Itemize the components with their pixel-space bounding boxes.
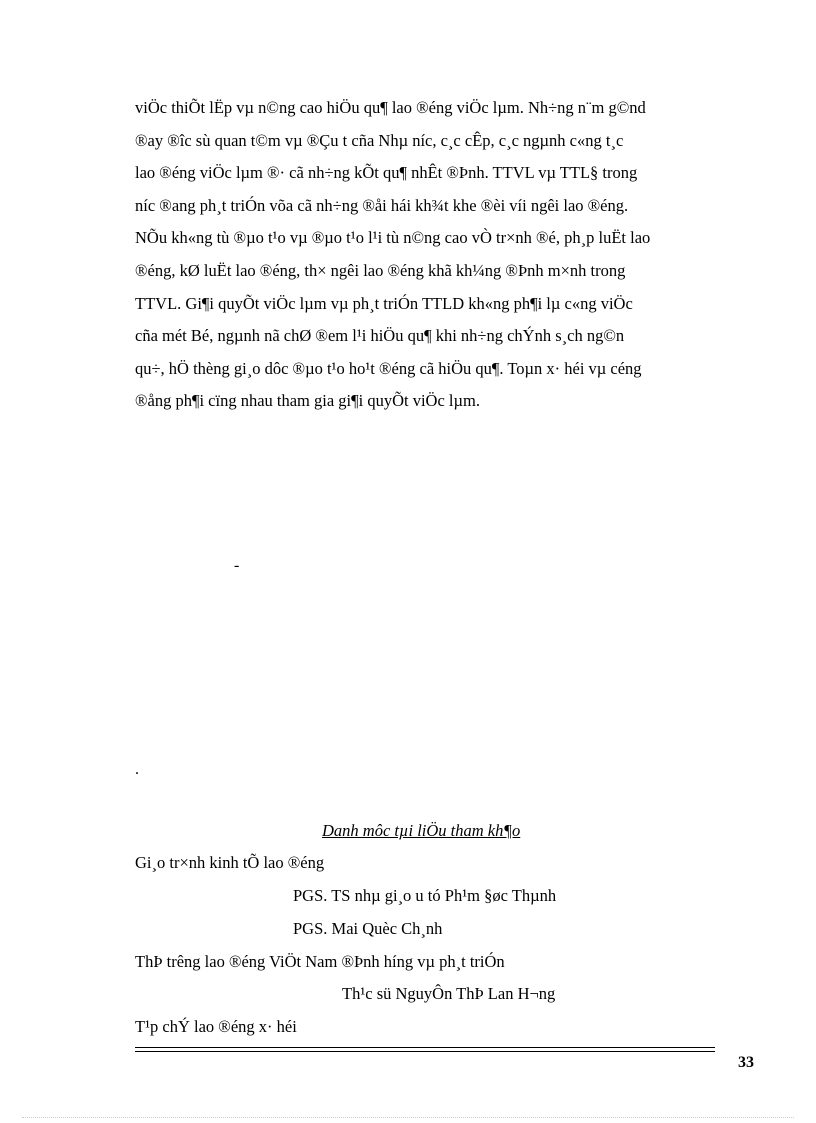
paragraph-line: níc ®ang ph¸t triÓn võa cã nh÷ng ®åi hái kh¾t khe ®èi víi ngêi lao ®éng. [135,195,629,215]
page-bottom-divider [22,1117,794,1118]
paragraph-line: viÖc thiÕt lËp vµ n©ng cao hiÖu qu¶ lao ®éng viÖc lµm. Nh÷ng n¨m g©nd [135,98,646,117]
paragraph-line: cña mét Bé, ngµnh nã chØ ®em l¹i hiÖu qu¶ khi nh÷ng chÝnh s¸ch ng©n [135,326,625,346]
references-title: Danh môc tµi liÖu tham kh¶o [322,821,521,840]
paragraph-line: NÕu kh«ng tù ®µo t¹o vµ ®µo t¹o l¹i tù n©ng cao vÒ tr×nh ®é, ph¸p luËt lao [135,228,651,248]
reference-entry: Gi¸o tr×nh kinh tÕ lao ®éng [135,853,325,872]
reference-entry: ThÞ trêng lao ®éng ViÖt Nam ®Þnh híng vµ ph¸t triÓn [135,952,505,971]
reference-author: PGS. TS nhµ gi¸o u tó Ph¹m §øc Thµnh [293,886,557,905]
footer-rule [135,1047,715,1052]
stray-dash: - [234,557,240,574]
paragraph-line: qu÷, hÖ thèng gi¸o dôc ®µo t¹o ho¹t ®éng cã hiÖu qu¶. Toµn x· héi vµ céng [135,358,642,378]
paragraph-line: ®ång ph¶i cïng nhau tham gia gi¶i quyÕt viÖc lµm. [135,391,480,411]
reference-author: PGS. Mai Quèc Ch¸nh [293,919,443,938]
paragraph-line: ®ay ®îc sù quan t©m vµ ®Çu t cña Nhµ níc, c¸c cÊp, c¸c ngµnh c«ng t¸c [135,130,624,150]
reference-entry: T¹p chÝ lao ®éng x· héi [135,1017,297,1036]
paragraph-line: lao ®éng viÖc lµm ®· cã nh÷ng kÕt qu¶ nhÊt ®Þnh. TTVL vµ TTL§ trong [135,163,638,183]
paragraph-line: ®éng, kØ luËt lao ®éng, th× ngêi lao ®éng khã kh¼ng ®Þnh m×nh trong [135,260,626,280]
paragraph-line: TTVL. Gi¶i quyÕt viÖc lµm vµ ph¸t triÓn TTLD kh«ng ph¶i lµ c«ng viÖc [135,293,633,313]
body-paragraph [135,92,735,418]
stray-dot: . [135,761,139,778]
reference-author: Th¹c sü NguyÔn ThÞ Lan H¬ng [342,984,556,1003]
page-number: 33 [738,1054,754,1071]
